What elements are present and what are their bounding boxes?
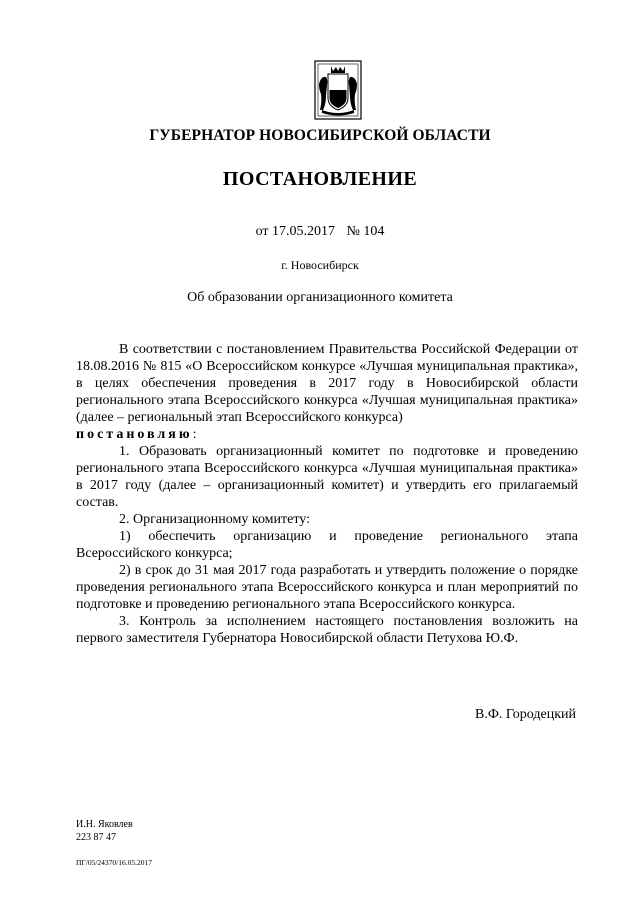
date-prefix: от: [255, 224, 269, 239]
decree-paragraph: [76, 426, 578, 443]
document-subject: Об образовании организационного комитета: [187, 290, 453, 305]
document-number: 104: [363, 224, 385, 239]
authority-title: ГУБЕРНАТОР НОВОСИБИРСКОЙ ОБЛАСТИ: [149, 127, 491, 144]
document-date: 17.05.2017: [272, 224, 336, 239]
number-prefix: №: [346, 224, 360, 239]
item-2-1: 1) обеспечить организацию и проведение регионального этапа Всероссийского конкурса;: [76, 529, 578, 561]
item-2-2: 2) в срок до 31 мая 2017 года разработать и утвердить положение о порядке проведения регионального этапа Всероссийского конкурса и план мероприятий по подготовке и проведению регионального этапа Всероссийского конкурса.: [76, 563, 578, 612]
decree-word: постановляю: [76, 427, 193, 442]
city: г. Новосибирск: [281, 258, 359, 272]
document-reference: ПГ/05/24370/16.05.2017: [76, 858, 153, 867]
executor-phone: 223 87 47: [76, 832, 116, 843]
signature-name: В.Ф. Городецкий: [475, 707, 576, 722]
coat-of-arms-icon: [314, 60, 362, 120]
decree-colon: :: [192, 427, 197, 442]
item-1: 1. Образовать организационный комитет по подготовке и проведению регионального этапа Всероссийского конкурса «Лучшая муниципальная практика» в 2017 году (далее – организационный комитет) и утвердить его прилагаемый состав.: [76, 444, 578, 510]
executor-block: [76, 818, 133, 844]
executor-name: И.Н. Яковлев: [76, 819, 133, 830]
preamble-paragraph: [76, 341, 578, 426]
document-body: [76, 341, 578, 647]
item-3: 3. Контроль за исполнением настоящего постановления возложить на первого заместителя Губернатора Новосибирской области Петухова Ю.Ф.: [76, 614, 578, 646]
preamble-text: В соответствии с постановлением Правительства Российской Федерации от 18.08.2016 № 815 «О Всероссийском конкурсе «Лучшая муниципальная практика», в целях обеспечения проведения в 2017 году в Новосибирской области регионального этапа Всероссийского конкурса «Лучшая муниципальная практика» (далее – региональный этап Всероссийского конкурса): [76, 342, 578, 425]
date-number-line: [0, 224, 640, 240]
document-type: ПОСТАНОВЛЕНИЕ: [222, 168, 418, 190]
item-2: 2. Организационному комитету:: [119, 512, 311, 527]
